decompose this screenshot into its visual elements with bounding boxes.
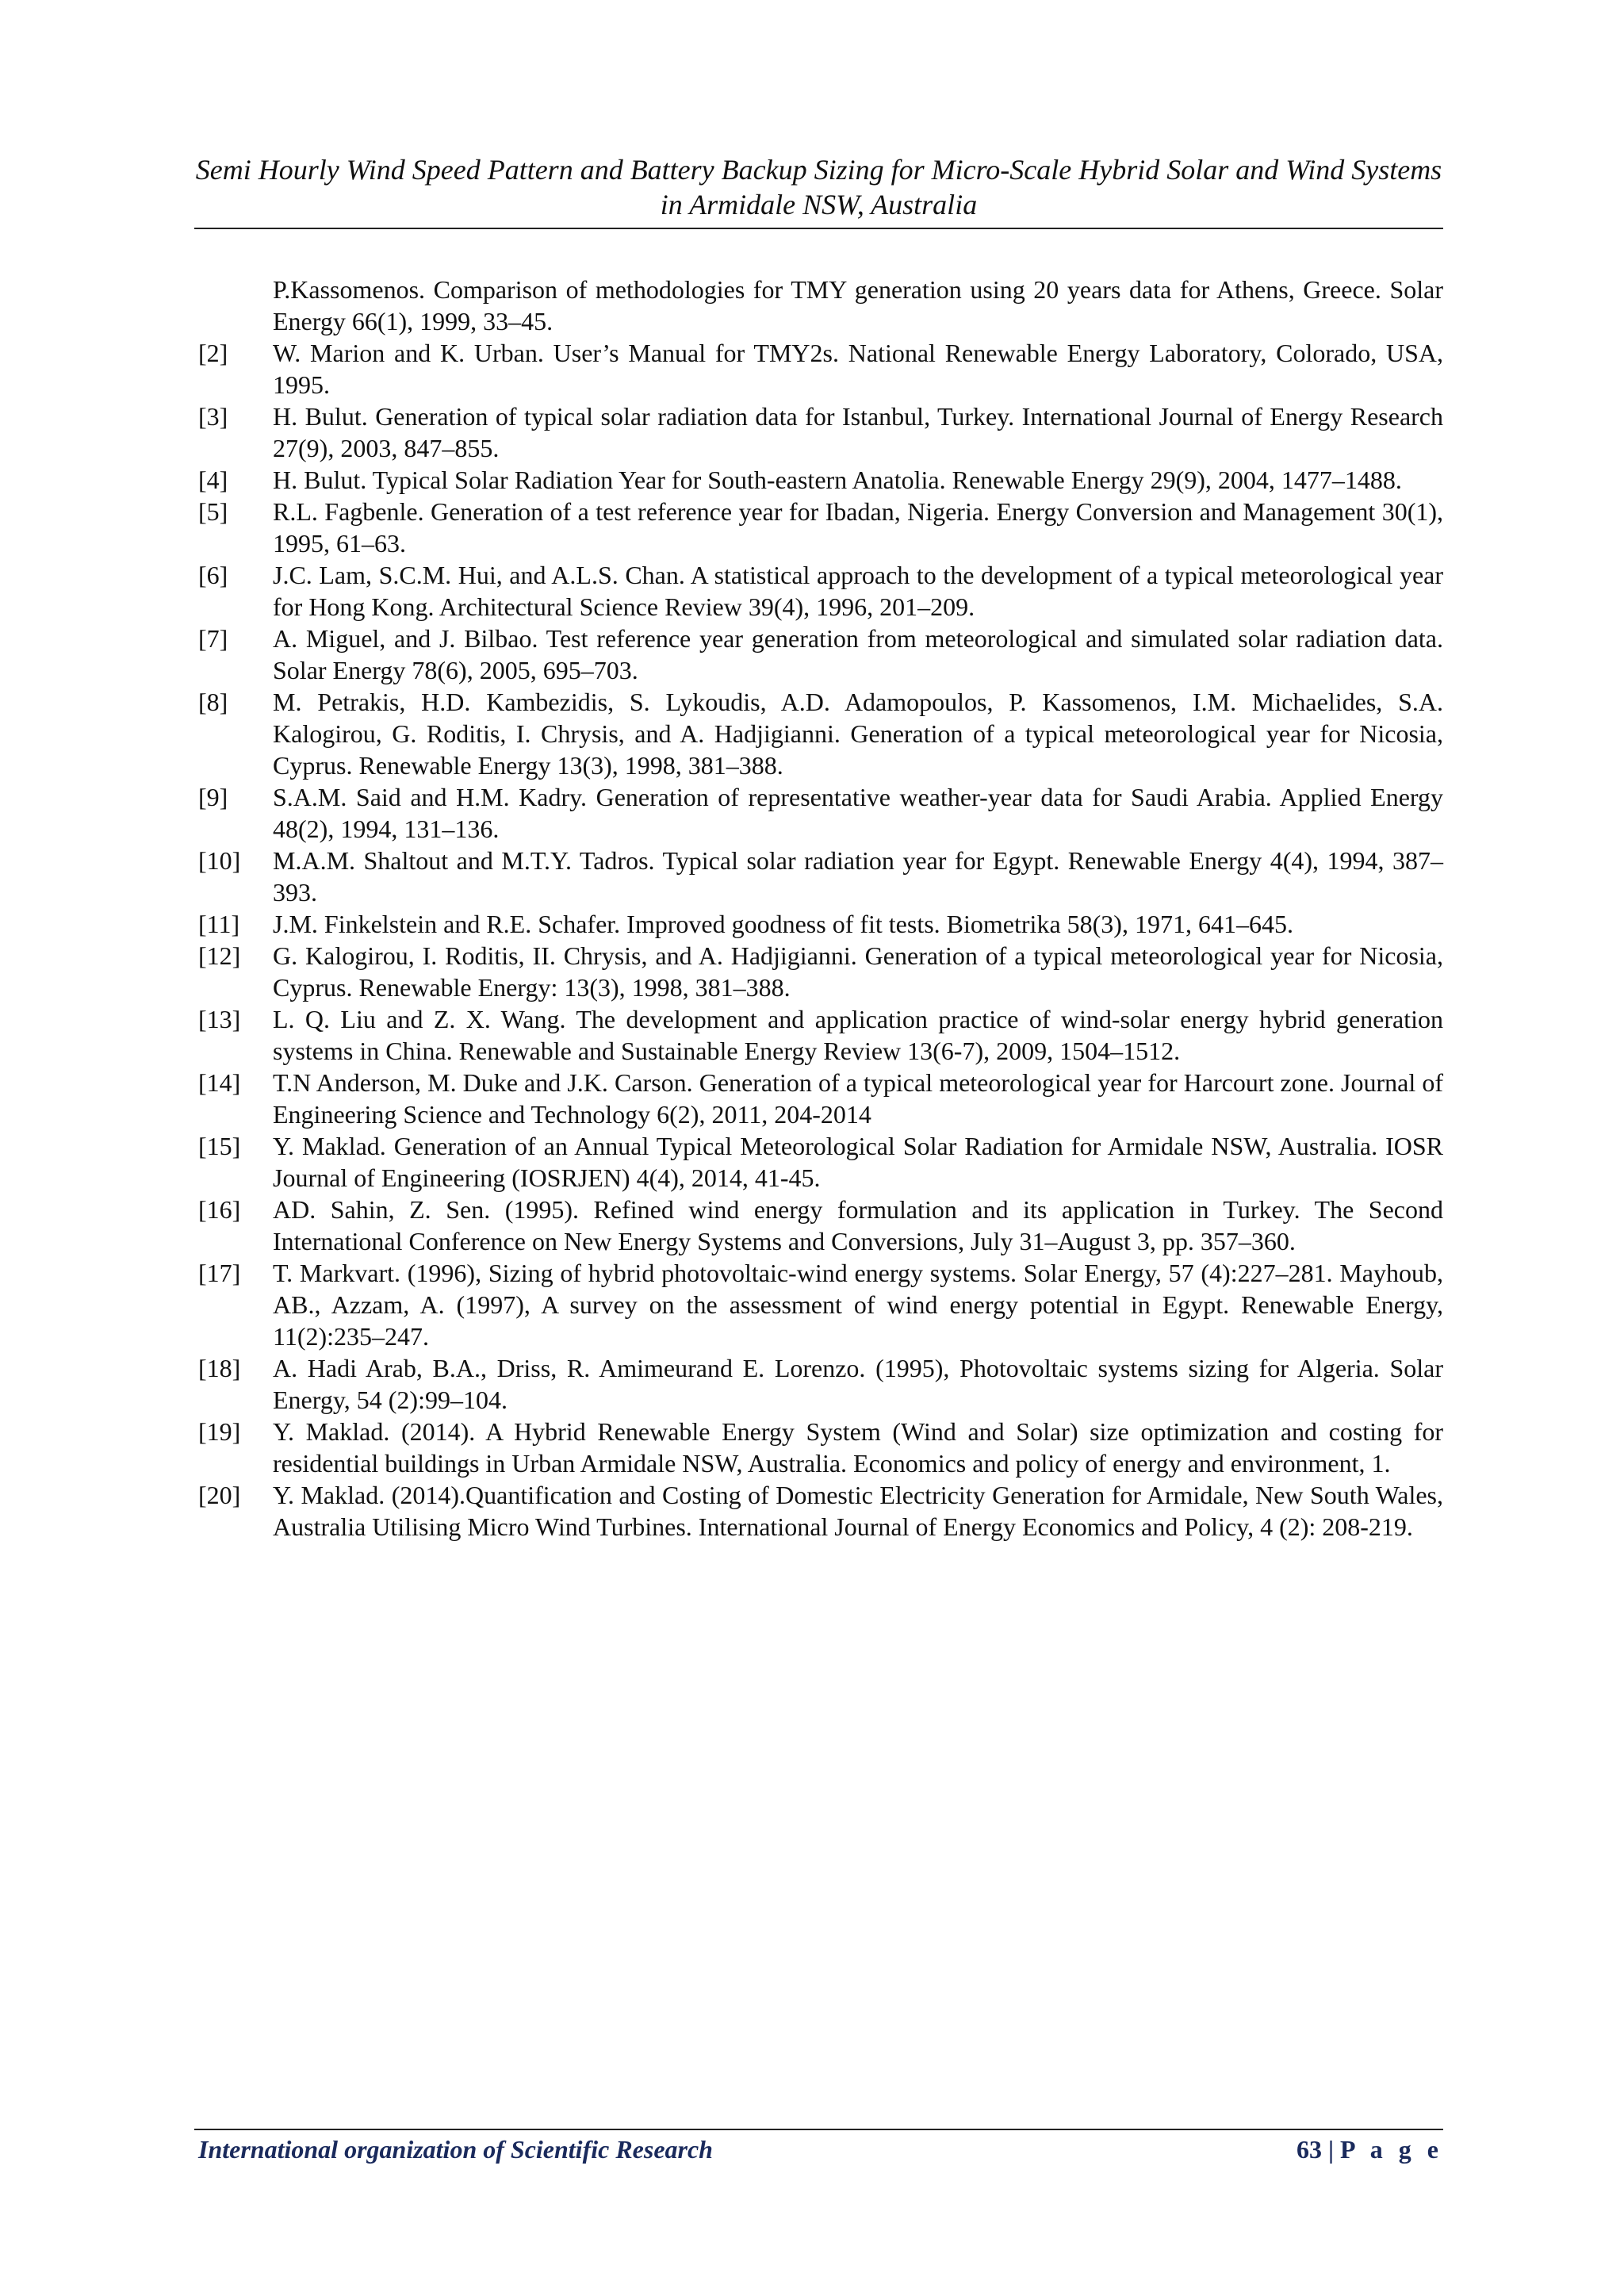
reference-text: W. Marion and K. Urban. User’s Manual for TMY2s. National Renewable Energy Laboratory, Colorado, USA, 1995. — [273, 339, 1443, 399]
reference-text: J.C. Lam, S.C.M. Hui, and A.L.S. Chan. A statistical approach to the development of a typical meteorological year for Hong Kong. Architectural Science Review 39(4), 1996, 201–209. — [273, 561, 1443, 621]
reference-entry — [198, 940, 1443, 1003]
reference-text: G. Kalogirou, I. Roditis, II. Chrysis, and A. Hadjigianni. Generation of a typical meteorological year for Nicosia, Cyprus. Renewable Energy: 13(3), 1998, 381–388. — [273, 941, 1443, 1002]
reference-text: J.M. Finkelstein and R.E. Schafer. Improved goodness of fit tests. Biometrika 58(3), 1971, 641–645. — [273, 910, 1293, 938]
reference-number: [12] — [198, 941, 241, 970]
reference-text: R.L. Fagbenle. Generation of a test reference year for Ibadan, Nigeria. Energy Conversion and Management 30(1), 1995, 61–63. — [273, 497, 1443, 558]
footer-page-label — [1297, 2133, 1443, 2165]
reference-entry — [198, 1003, 1443, 1067]
reference-text: A. Hadi Arab, B.A., Driss, R. Amimeurand E. Lorenzo. (1995), Photovoltaic systems sizing for Algeria. Solar Energy, 54 (2):99–104. — [273, 1354, 1443, 1414]
reference-text: L. Q. Liu and Z. X. Wang. The development and application practice of wind-solar energy hybrid generation systems in China. Renewable and Sustainable Energy Review 13(6-7), 2009, 1504–1512. — [273, 1005, 1443, 1065]
reference-entry — [198, 1352, 1443, 1416]
reference-entry — [198, 337, 1443, 401]
running-header: Semi Hourly Wind Speed Pattern and Battery Backup Sizing for Micro-Scale Hybrid Solar and Wind Systems in Armidale NSW, Australia — [195, 154, 1442, 220]
reference-entry — [198, 401, 1443, 464]
reference-entry — [198, 496, 1443, 559]
reference-text: M.A.M. Shaltout and M.T.Y. Tadros. Typical solar radiation year for Egypt. Renewable Energy 4(4), 1994, 387–393. — [273, 846, 1443, 907]
reference-number: [8] — [198, 688, 228, 716]
reference-entry — [198, 559, 1443, 623]
reference-entry — [198, 1194, 1443, 1257]
reference-number: [17] — [198, 1259, 241, 1287]
reference-text: Y. Maklad. (2014). A Hybrid Renewable Energy System (Wind and Solar) size optimization and costing for residential buildings in Urban Armidale NSW, Australia. Economics and policy of energy and environment, 1. — [273, 1417, 1443, 1478]
reference-items — [198, 337, 1443, 1543]
page-number: 63 — [1296, 2135, 1322, 2164]
reference-number: [20] — [198, 1481, 241, 1509]
reference-entry — [198, 1479, 1443, 1543]
reference-number: [2] — [198, 339, 228, 367]
reference-number: [4] — [198, 466, 228, 494]
page-separator: | — [1327, 2135, 1335, 2164]
reference-text: T. Markvart. (1996), Sizing of hybrid photovoltaic-wind energy systems. Solar Energy, 57 (4):227–281. Mayhoub, AB., Azzam, A. (1997), A survey on the assessment of wind energy potential in Egypt. Renewable Energy, 11(2):235–247. — [273, 1259, 1443, 1351]
reference-text: A. Miguel, and J. Bilbao. Test reference year generation from meteorological and simulated solar radiation data. Solar Energy 78(6), 2005, 695–703. — [273, 624, 1443, 684]
reference-number: [18] — [198, 1354, 241, 1382]
page-word: P a g e — [1340, 2135, 1443, 2164]
header-rule — [194, 228, 1443, 229]
reference-number: [19] — [198, 1417, 241, 1446]
reference-text: M. Petrakis, H.D. Kambezidis, S. Lykoudis, A.D. Adamopoulos, P. Kassomenos, I.M. Michaelides, S.A. Kalogirou, G. Roditis, I. Chrysis, and A. Hadjigianni. Generation of a typical meteorological year for Nicosia, Cyprus. Renewable Energy 13(3), 1998, 381–388. — [273, 688, 1443, 780]
reference-number: [6] — [198, 561, 228, 589]
reference-list — [198, 274, 1443, 1543]
reference-entry — [198, 686, 1443, 781]
reference-entry — [198, 1067, 1443, 1130]
reference-text: H. Bulut. Generation of typical solar radiation data for Istanbul, Turkey. International Journal of Energy Research 27(9), 2003, 847–855. — [273, 402, 1443, 462]
reference-text: Y. Maklad. (2014).Quantification and Costing of Domestic Electricity Generation for Armidale, New South Wales, Australia Utilising Micro Wind Turbines. International Journal of Energy Economics and Policy, 4 (2): 208-219. — [273, 1481, 1443, 1541]
reference-entry — [198, 464, 1443, 496]
reference-text: Y. Maklad. Generation of an Annual Typical Meteorological Solar Radiation for Armidale NSW, Australia. IOSR Journal of Engineering (IOSRJEN) 4(4), 2014, 41-45. — [273, 1132, 1443, 1192]
reference-text: S.A.M. Said and H.M. Kadry. Generation of representative weather-year data for Saudi Arabia. Applied Energy 48(2), 1994, 131–136. — [273, 783, 1443, 843]
footer-organization: International organization of Scientific Research — [198, 2135, 713, 2164]
reference-entry — [198, 908, 1443, 940]
reference-number: [11] — [198, 910, 240, 938]
reference-number: [7] — [198, 624, 228, 653]
reference-number: [3] — [198, 402, 228, 431]
reference-text: H. Bulut. Typical Solar Radiation Year for South-eastern Anatolia. Renewable Energy 29(9), 2004, 1477–1488. — [273, 466, 1402, 494]
footer-rule — [194, 2129, 1443, 2130]
reference-number: [5] — [198, 497, 228, 526]
reference-text: T.N Anderson, M. Duke and J.K. Carson. Generation of a typical meteorological year for Harcourt zone. Journal of Engineering Science and Technology 6(2), 2011, 204-2014 — [273, 1068, 1443, 1129]
reference-entry — [198, 781, 1443, 845]
reference-entry — [198, 623, 1443, 686]
reference-number: [13] — [198, 1005, 241, 1033]
reference-number: [15] — [198, 1132, 241, 1160]
reference-number: [16] — [198, 1195, 241, 1224]
reference-entry — [198, 1416, 1443, 1479]
reference-text: AD. Sahin, Z. Sen. (1995). Refined wind energy formulation and its application in Turkey. The Second International Conference on New Energy Systems and Conversions, July 31–August 3, pp. 357–360. — [273, 1195, 1443, 1255]
reference-number: [10] — [198, 846, 241, 875]
reference-entry — [198, 1257, 1443, 1352]
reference-number: [9] — [198, 783, 228, 811]
reference-continuation: P.Kassomenos. Comparison of methodologies for TMY generation using 20 years data for Athens, Greece. Solar Energy 66(1), 1999, 33–45. — [273, 275, 1443, 335]
reference-entry — [198, 845, 1443, 908]
reference-number: [14] — [198, 1068, 241, 1097]
reference-entry — [198, 1130, 1443, 1194]
